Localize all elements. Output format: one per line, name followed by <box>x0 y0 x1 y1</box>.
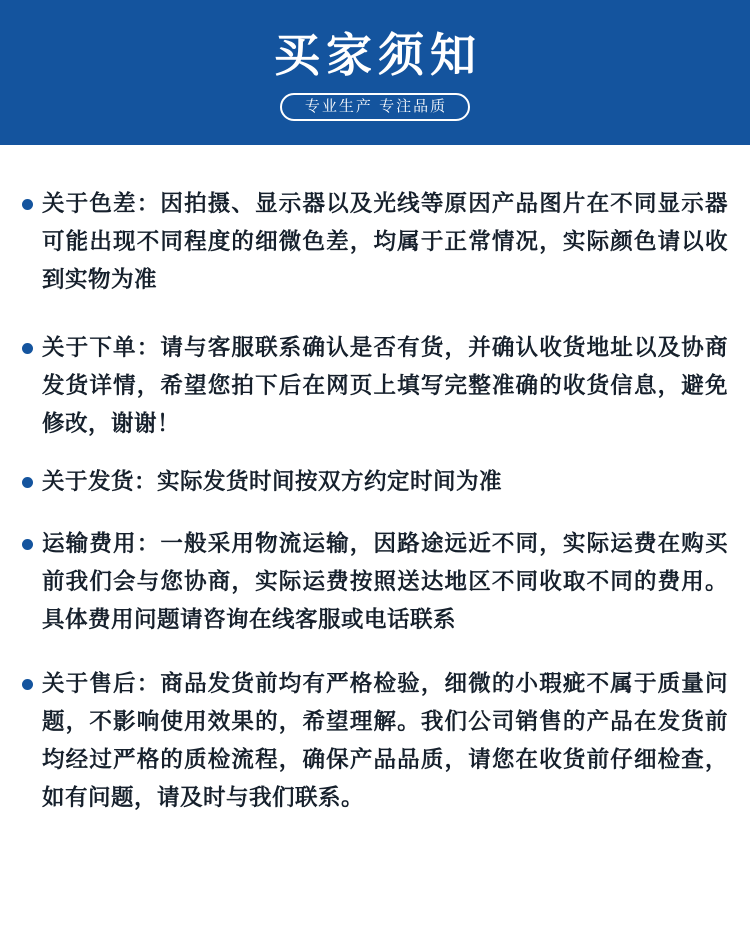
notice-label: 关于售后： <box>42 671 161 696</box>
bullet-icon <box>22 679 33 690</box>
slogan-pill <box>280 93 470 121</box>
page-title: 买家须知 <box>274 29 482 81</box>
bullet-icon <box>22 539 33 550</box>
notice-text: 商品发货前均有严格检验，细微的小瑕疵不属于质量问题，不影响使用效果的，希望理解。我们公司销售的产品在发货前均经过严格的质检流程，确保产品品质，请您在收货前仔细检查，如有问题，请及时与我们联系。 <box>42 671 728 810</box>
header-banner <box>0 0 750 145</box>
notice-label: 运输费用： <box>42 531 161 556</box>
notice-label: 关于发货： <box>42 469 158 494</box>
notice-label: 关于色差： <box>42 191 161 216</box>
bullet-icon <box>22 343 33 354</box>
slogan-text: 专业生产 专注品质 <box>304 98 448 115</box>
bullet-icon <box>22 477 33 488</box>
notice-text: 请与客服联系确认是否有货，并确认收货地址以及协商发货详情，希望您拍下后在网页上填写完整准确的收货信息，避免修改，谢谢！ <box>42 335 728 436</box>
notice-text: 一般采用物流运输，因路途远近不同，实际运费在购买前我们会与您协商，实际运费按照送达地区不同收取不同的费用。具体费用问题请咨询在线客服或电话联系 <box>42 531 728 632</box>
notice-list <box>0 145 750 817</box>
notice-label: 关于下单： <box>42 335 161 360</box>
notice-item-freight <box>22 525 728 639</box>
notice-item-color-difference <box>22 185 728 299</box>
notice-text: 实际发货时间按双方约定时间为准 <box>157 469 503 494</box>
notice-item-ordering <box>22 329 728 443</box>
notice-item-after-sales <box>22 665 728 817</box>
notice-item-shipping <box>22 463 728 501</box>
notice-text: 因拍摄、显示器以及光线等原因产品图片在不同显示器可能出现不同程度的细微色差，均属于正常情况，实际颜色请以收到实物为准 <box>42 191 728 292</box>
bullet-icon <box>22 199 33 210</box>
